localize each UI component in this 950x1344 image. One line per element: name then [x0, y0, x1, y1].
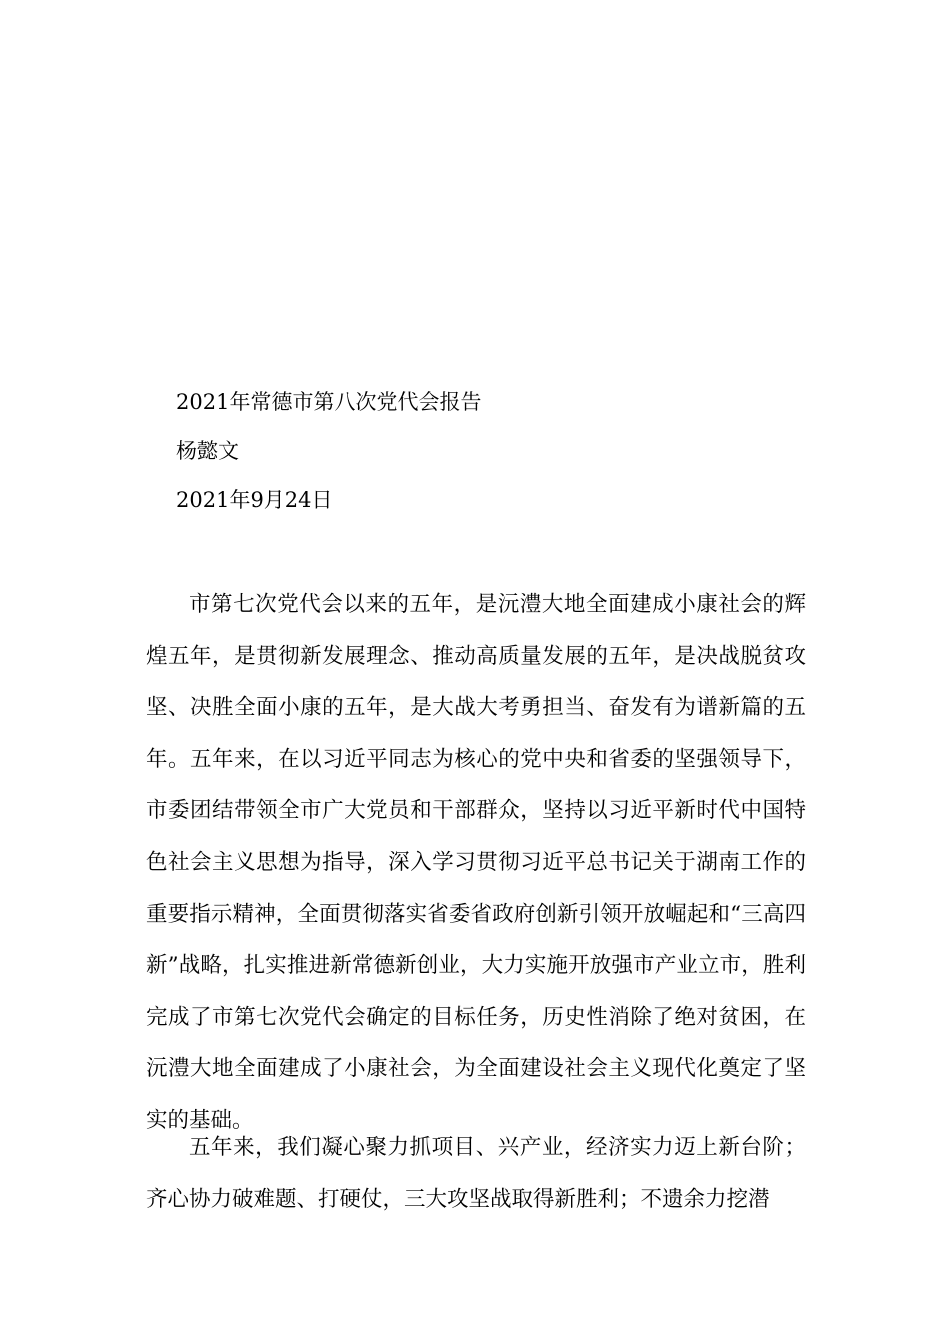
document-author: 杨懿文	[176, 439, 239, 463]
body-paragraph: 市第七次党代会以来的五年，是沅澧大地全面建成小康社会的辉煌五年，是贯彻新发展理念、推动高质量发展的五年，是决战脱贫攻坚、决胜全面小康的五年，是大战大考勇担当、奋发有为谱新篇的五年。五年来，在以习近平同志为核心的党中央和省委的坚强领导下，市委团结带领全市广大党员和干部群众，坚持以习近平新时代中国特色社会主义思想为指导，深入学习贯彻习近平总书记关于湖南工作的重要指示精神，全面贯彻落实省委省政府创新引领开放崛起和“三高四新”战略，扎实推进新常德新创业，大力实施开放强市产业立市，胜利完成了市第七次党代会确定的目标任务，历史性消除了绝对贫困，在沅澧大地全面建成了小康社会，为全面建设社会主义现代化奠定了坚实的基础。	[146, 592, 806, 1133]
document-title: 2021年常德市第八次党代会报告	[176, 390, 482, 414]
body-paragraph: 五年来，我们凝心聚力抓项目、兴产业，经济实力迈上新台阶；齐心协力破难题、打硬仗，三大攻坚战取得新胜利；不遗余力挖潜	[146, 1135, 806, 1212]
document-date: 2021年9月24日	[176, 488, 333, 512]
